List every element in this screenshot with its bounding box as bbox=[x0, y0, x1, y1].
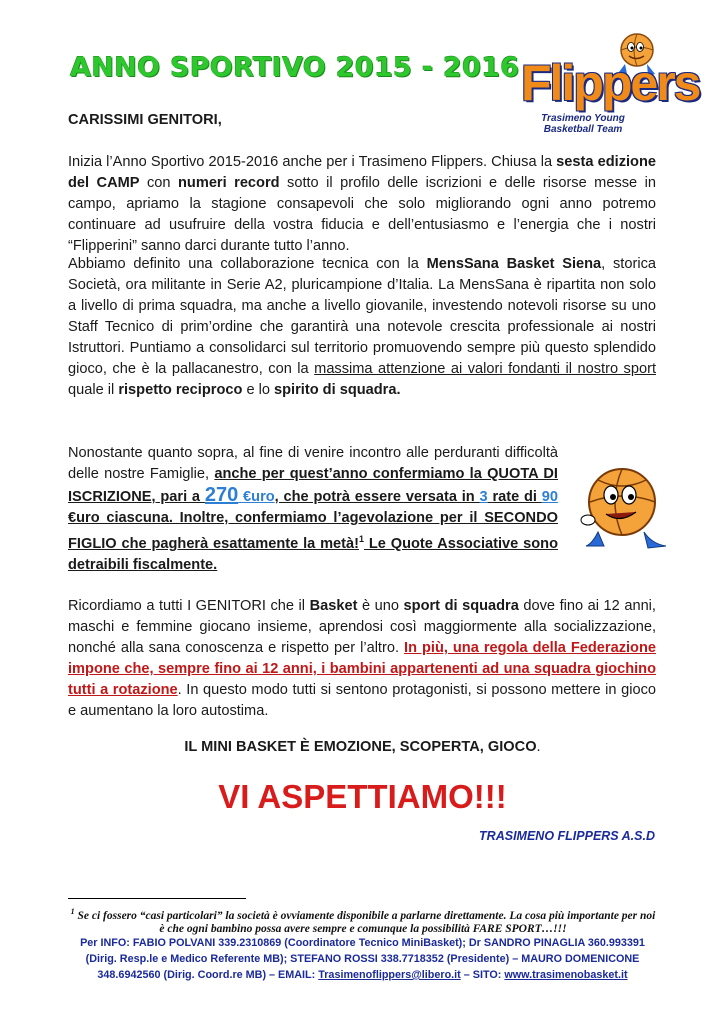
contact-line: (Dirig. Resp.le e Medico Referente MB); STEFANO ROSSI 338.7718352 (Presidente) – MAURO DOMENICONE bbox=[85, 953, 640, 965]
contact-text: 348.6942560 (Dirig. Coord.re MB) – EMAIL: bbox=[97, 969, 319, 981]
fee-currency: €uro bbox=[238, 489, 275, 505]
text-run: Ricordiamo a tutti I GENITORI che il bbox=[68, 598, 310, 614]
text-run-bold-underline: rate di bbox=[487, 489, 542, 505]
fee-amount: 270 bbox=[204, 484, 239, 506]
logo-subtitle-line: Basketball Team bbox=[543, 124, 623, 135]
text-run: con bbox=[139, 175, 179, 191]
text-run: . In questo modo tutti si sentono protagonisti, si possono mettere in gioco e aumentano la loro autostima. bbox=[68, 682, 656, 719]
slogan-text: IL MINI BASKET È EMOZIONE, SCOPERTA, GIOCO bbox=[184, 739, 537, 755]
text-run-bold: sport di squadra bbox=[403, 598, 519, 614]
text-run-red-underline: In più, una regola della Federazione impone che, sempre fino ai 12 anni, i bambini appartenenti ad una squadra giochino tutti a rotazione bbox=[68, 640, 656, 698]
contact-line: Per INFO: FABIO POLVANI 339.2310869 (Coordinatore Tecnico MiniBasket); Dr SANDRO PINAGLIA 360.993391 bbox=[80, 937, 645, 949]
text-run: , storica Società, ora militante in Serie A2, pluricampione d’Italia. La MensSana è ripartita non solo a livello di prima squadra, ma anche a livello giovanile, investendo notevoli risorse su uno Staff Tecnico di prim’ordine che garantirà una notevole crescita professionale ai nostri Istruttori. Puntiamo a consolidarci sul territorio promuovendo sempre più questo splendido gioco, che è la pallacanestro, con la bbox=[68, 256, 656, 377]
website-link[interactable]: www.trasimenobasket.it bbox=[504, 969, 628, 981]
closing-heading: VI ASPETTIAMO!!! bbox=[218, 778, 507, 815]
text-run-bold-underline: Le Quote Associative sono detraibili fiscalmente. bbox=[68, 535, 558, 573]
text-run-bold: numeri record bbox=[178, 175, 280, 191]
text-run: e lo bbox=[242, 382, 275, 398]
page-title: ANNO SPORTIVO 2015 - 2016 bbox=[70, 52, 520, 83]
text-run-underline: massima attenzione ai valori fondanti il nostro sport bbox=[314, 361, 656, 377]
text-run: Inizia l’Anno Sportivo 2015-2016 anche per i Trasimeno Flippers. Chiusa la bbox=[68, 154, 557, 170]
rate-count: 3 bbox=[479, 489, 488, 505]
footnote-ref: 1 bbox=[359, 534, 365, 544]
text-run-bold: sesta edizione del CAMP bbox=[68, 154, 656, 191]
text-run: dove fino ai 12 anni, maschi e femmine giocano insieme, aprendosi così maggiormente alla socializzazione, nonché alla sana conoscenza e rispetto per l’altro. bbox=[68, 598, 656, 656]
contact-info bbox=[60, 935, 665, 983]
text-run-bold-underline: anche per quest’anno confermiamo la QUOTA DI ISCRIZIONE, pari a bbox=[68, 466, 558, 505]
mini-basket-slogan bbox=[0, 739, 725, 755]
footnote bbox=[68, 905, 658, 936]
text-run: sotto il profilo delle iscrizioni e delle risorse messe in campo, apriamo la stagione consapevoli che solo migliorando ogni anno potremo continuare ad usufruire della vostra fiducia e dell’entusiasmo e l’energia che i nostri “Flipperini” sanno darci durante tutto l’anno. bbox=[68, 175, 656, 254]
text-run-bold: MensSana Basket Siena bbox=[426, 256, 602, 272]
slogan-dot: . bbox=[536, 739, 541, 755]
paragraph-collaboration bbox=[68, 254, 656, 401]
paragraph-fees bbox=[68, 443, 558, 576]
footnote-number: 1 bbox=[70, 907, 75, 916]
text-run-bold: rispetto reciproco bbox=[118, 382, 243, 398]
basketball-mascot-icon bbox=[578, 462, 674, 558]
greeting: CARISSIMI GENITORI, bbox=[68, 112, 222, 128]
email-link[interactable]: Trasimenoflippers@libero.it bbox=[318, 969, 461, 981]
footnote-text: Se ci fossero “casi particolari” la società è ovviamente disponibile a parlarne direttamente. La cosa più importante per noi è che ogni bambino possa avere sempre e comunque la possibilità FARE SPORT…!!! bbox=[74, 909, 656, 935]
text-run-bold-underline: €uro ciascuna. Inoltre, confermiamo l’agevolazione per il SECONDO FIGLIO che pagherà esattamente la metà! bbox=[68, 510, 558, 552]
footnote-divider bbox=[68, 898, 246, 899]
text-run-bold: Basket bbox=[309, 598, 358, 614]
text-run-bold-underline: , che potrà essere versata in bbox=[274, 489, 480, 505]
logo-subtitle-line: Trasimeno Young bbox=[541, 113, 625, 124]
text-run-bold: spirito di squadra. bbox=[274, 382, 401, 398]
contact-text: – SITO: bbox=[460, 969, 505, 981]
logo-wordmark: Flippers bbox=[521, 55, 700, 111]
paragraph-team-sport bbox=[68, 596, 656, 722]
text-run: quale il bbox=[68, 382, 119, 398]
contact-line bbox=[60, 967, 665, 983]
signature: TRASIMENO FLIPPERS A.S.D bbox=[479, 829, 655, 843]
rate-amount: 90 bbox=[541, 489, 559, 505]
text-run: Abbiamo definito una collaborazione tecnica con la bbox=[68, 256, 427, 272]
text-run: è uno bbox=[357, 598, 404, 614]
text-run: Nonostante quanto sopra, al fine di venire incontro alle perduranti difficoltà delle nostre Famiglie, bbox=[68, 445, 558, 482]
paragraph-intro bbox=[68, 152, 656, 257]
